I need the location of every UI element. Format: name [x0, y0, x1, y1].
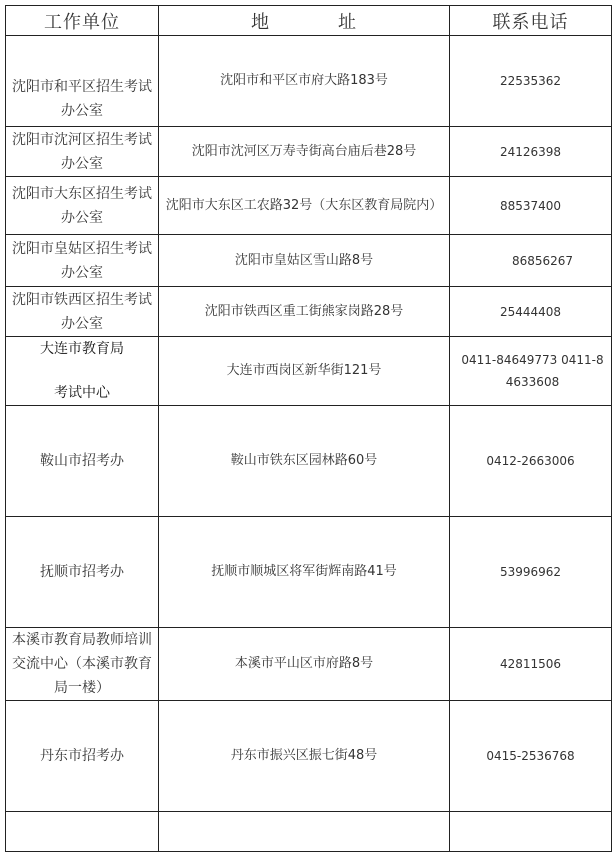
unit-cell: 本溪市教育局教师培训交流中心（本溪市教育局一楼）: [6, 628, 159, 701]
contact-table: [5, 5, 612, 852]
table-row: [6, 337, 612, 406]
unit-cell: 鞍山市招考办: [6, 406, 159, 517]
empty-cell: [450, 812, 612, 852]
unit-line-1: 大连市教育局: [40, 341, 124, 357]
table-row: [6, 287, 612, 337]
address-cell: 沈阳市和平区市府大路183号: [159, 36, 450, 127]
phone-cell: 88537400: [450, 177, 612, 235]
phone-cell: 53996962: [450, 517, 612, 628]
unit-cell: 沈阳市沈河区招生考试办公室: [6, 127, 159, 177]
unit-cell: 沈阳市和平区招生考试办公室: [6, 36, 159, 127]
phone-cell: 22535362: [450, 36, 612, 127]
phone-cell: 24126398: [450, 127, 612, 177]
table-row: [6, 36, 612, 127]
table-row: [6, 177, 612, 235]
phone-cell: 25444408: [450, 287, 612, 337]
table-row: [6, 701, 612, 812]
phone-cell: 42811506: [450, 628, 612, 701]
address-cell: 沈阳市皇姑区雪山路8号: [159, 235, 450, 287]
header-address-part2: 址: [338, 11, 357, 33]
unit-cell: 沈阳市铁西区招生考试办公室: [6, 287, 159, 337]
phone-cell: 0415-2536768: [450, 701, 612, 812]
unit-cell: 丹东市招考办: [6, 701, 159, 812]
header-row: [6, 6, 612, 36]
address-cell: 抚顺市顺城区将军街辉南路41号: [159, 517, 450, 628]
unit-cell: 沈阳市大东区招生考试办公室: [6, 177, 159, 235]
phone-cell: 0411-84649773 0411-84633608: [450, 337, 612, 406]
unit-cell: 抚顺市招考办: [6, 517, 159, 628]
header-address-part1: 地: [251, 11, 270, 33]
address-cell: 沈阳市大东区工农路32号（大东区教育局院内）: [159, 177, 450, 235]
header-address: [159, 6, 450, 36]
address-cell: 丹东市振兴区振七街48号: [159, 701, 450, 812]
table-row: [6, 127, 612, 177]
table-row: [6, 628, 612, 701]
empty-cell: [159, 812, 450, 852]
table-row: [6, 235, 612, 287]
unit-cell: 沈阳市皇姑区招生考试办公室: [6, 235, 159, 287]
unit-line-2: 考试中心: [54, 385, 110, 401]
unit-cell: [6, 337, 159, 406]
header-unit: 工作单位: [6, 6, 159, 36]
address-cell: 沈阳市沈河区万寿寺街高台庙后巷28号: [159, 127, 450, 177]
phone-cell: 0412-2663006: [450, 406, 612, 517]
address-cell: 本溪市平山区市府路8号: [159, 628, 450, 701]
empty-cell: [6, 812, 159, 852]
table-row: [6, 517, 612, 628]
phone-cell: 86856267: [450, 235, 612, 287]
table-row: [6, 406, 612, 517]
address-cell: 大连市西岗区新华街121号: [159, 337, 450, 406]
address-cell: 沈阳市铁西区重工街熊家岗路28号: [159, 287, 450, 337]
table-row: [6, 812, 612, 852]
header-phone: 联系电话: [450, 6, 612, 36]
address-cell: 鞍山市铁东区园林路60号: [159, 406, 450, 517]
